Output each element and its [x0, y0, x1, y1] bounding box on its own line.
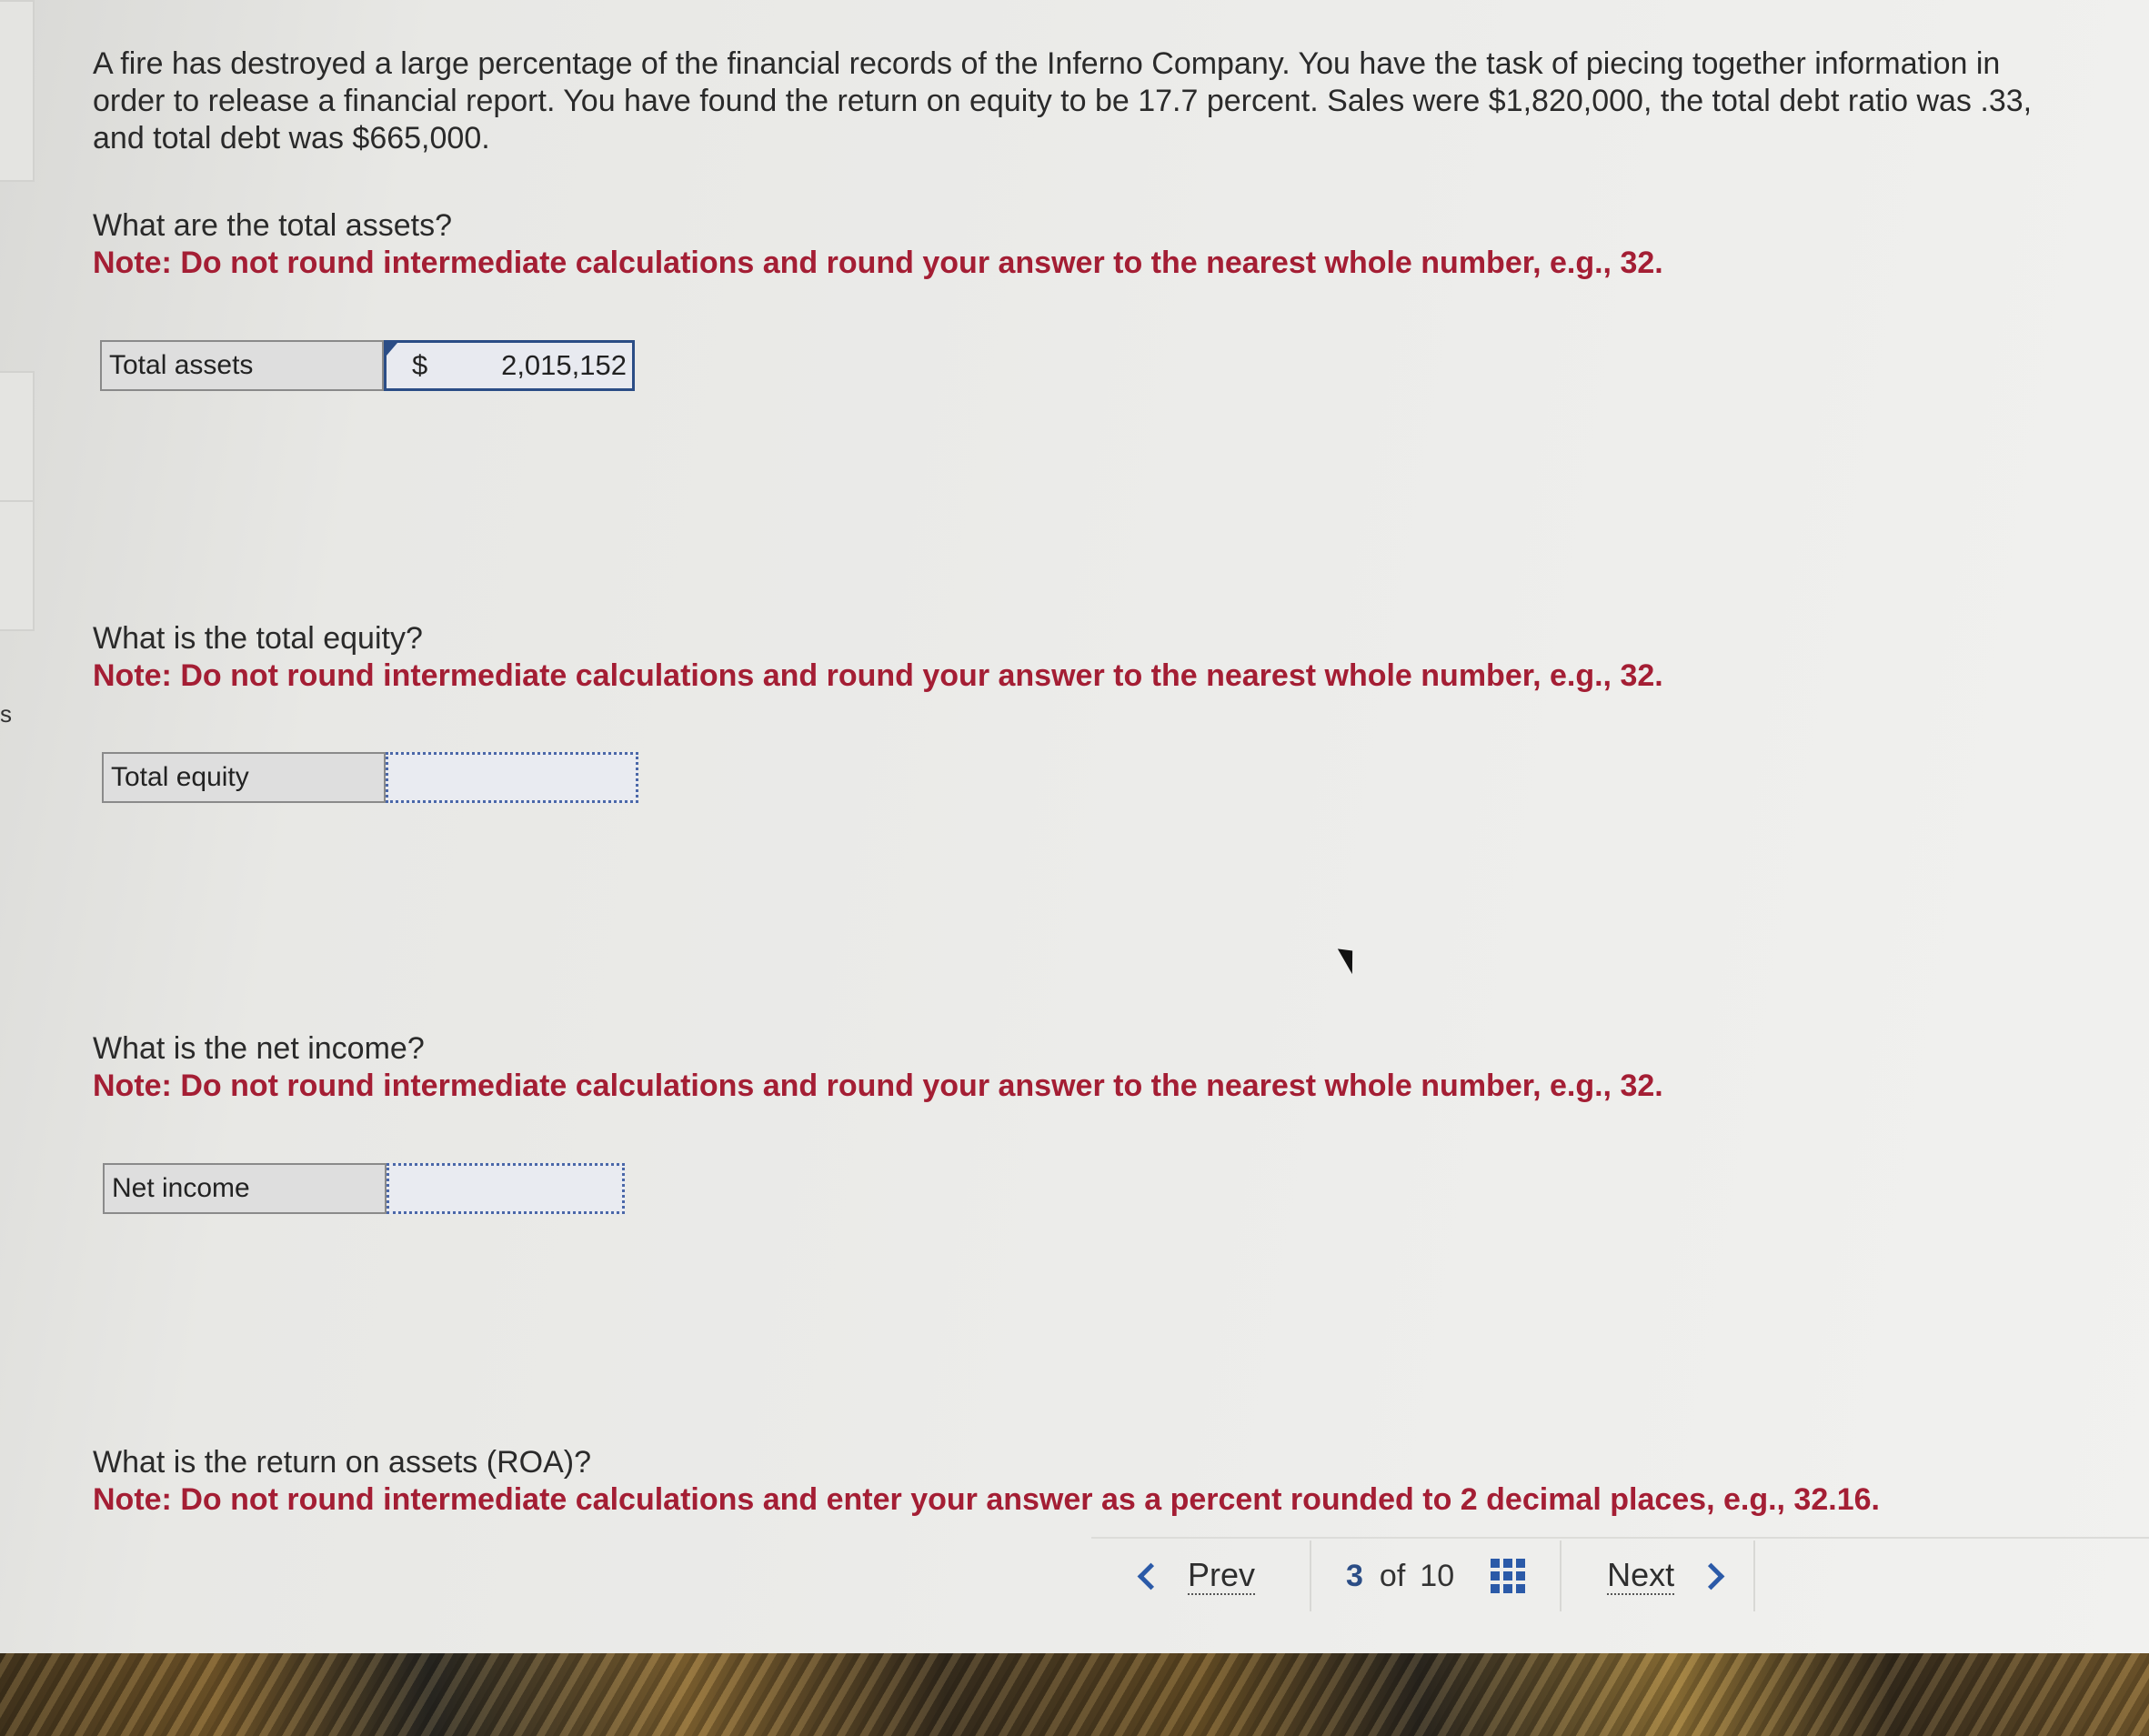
left-edge-panel	[0, 0, 35, 182]
question-note: Note: Do not round intermediate calculations and round your answer to the nearest whole number, e.g., 32.	[93, 658, 1663, 693]
answer-label: Total equity	[102, 752, 386, 803]
divider	[1310, 1540, 1311, 1611]
answer-row-total-assets	[100, 340, 635, 391]
page-indicator	[1346, 1559, 1525, 1594]
question-note: Note: Do not round intermediate calculations and round your answer to the nearest whole number, e.g., 32.	[93, 1069, 1663, 1103]
answer-row-net-income	[103, 1163, 625, 1214]
mouse-cursor-icon	[1338, 943, 1362, 974]
input-value: 2,015,152	[501, 349, 627, 381]
next-label: Next	[1607, 1556, 1675, 1593]
question-note: Note: Do not round intermediate calculations and round your answer to the nearest whole number, e.g., 32.	[93, 246, 1663, 280]
question-text: What is the total equity?	[93, 621, 423, 656]
left-edge-panel	[0, 500, 35, 631]
question-note: Note: Do not round intermediate calculations and enter your answer as a percent rounded to 2 decimal places, e.g., 32.16.	[93, 1482, 1880, 1517]
left-edge-panel	[0, 371, 35, 502]
prev-button[interactable]	[1141, 1557, 1310, 1595]
problem-statement: A fire has destroyed a large percentage of the financial records of the Inferno Company. You have the task of piecing together information in order to release a financial report. You have found the return on equity to be 17.7 percent. Sales were $1,820,000, the total debt ratio was .33, and total debt was $665,000.	[93, 46, 2033, 156]
question-block-roa	[93, 1444, 2057, 1519]
divider	[1560, 1540, 1562, 1611]
divider	[1753, 1540, 1755, 1611]
next-button[interactable]	[1607, 1557, 1721, 1595]
total-assets-input[interactable]	[384, 340, 635, 391]
divider	[1091, 1537, 2149, 1539]
currency-symbol: $	[412, 349, 428, 381]
pagination-bar	[1141, 1540, 1755, 1611]
chevron-right-icon	[1698, 1562, 1725, 1590]
question-text: What is the return on assets (ROA)?	[93, 1445, 591, 1480]
grid-icon[interactable]	[1491, 1559, 1525, 1593]
total-pages: 10	[1420, 1558, 1455, 1593]
edge-text: s	[0, 700, 12, 728]
current-page: 3	[1346, 1558, 1363, 1593]
answer-label: Total assets	[100, 340, 384, 391]
question-block-net-income	[93, 1030, 2057, 1105]
question-text: What is the net income?	[93, 1031, 425, 1066]
answer-label: Net income	[103, 1163, 387, 1214]
net-income-input[interactable]	[387, 1163, 625, 1214]
question-text: What are the total assets?	[93, 208, 452, 243]
chevron-left-icon	[1138, 1562, 1165, 1590]
prev-label: Prev	[1188, 1556, 1256, 1593]
of-label: of	[1379, 1558, 1406, 1593]
question-block-total-assets	[93, 207, 2057, 282]
desk-background	[0, 1653, 2149, 1736]
answer-row-total-equity	[102, 752, 638, 803]
total-equity-input[interactable]	[386, 752, 638, 803]
question-block-total-equity	[93, 620, 2057, 695]
